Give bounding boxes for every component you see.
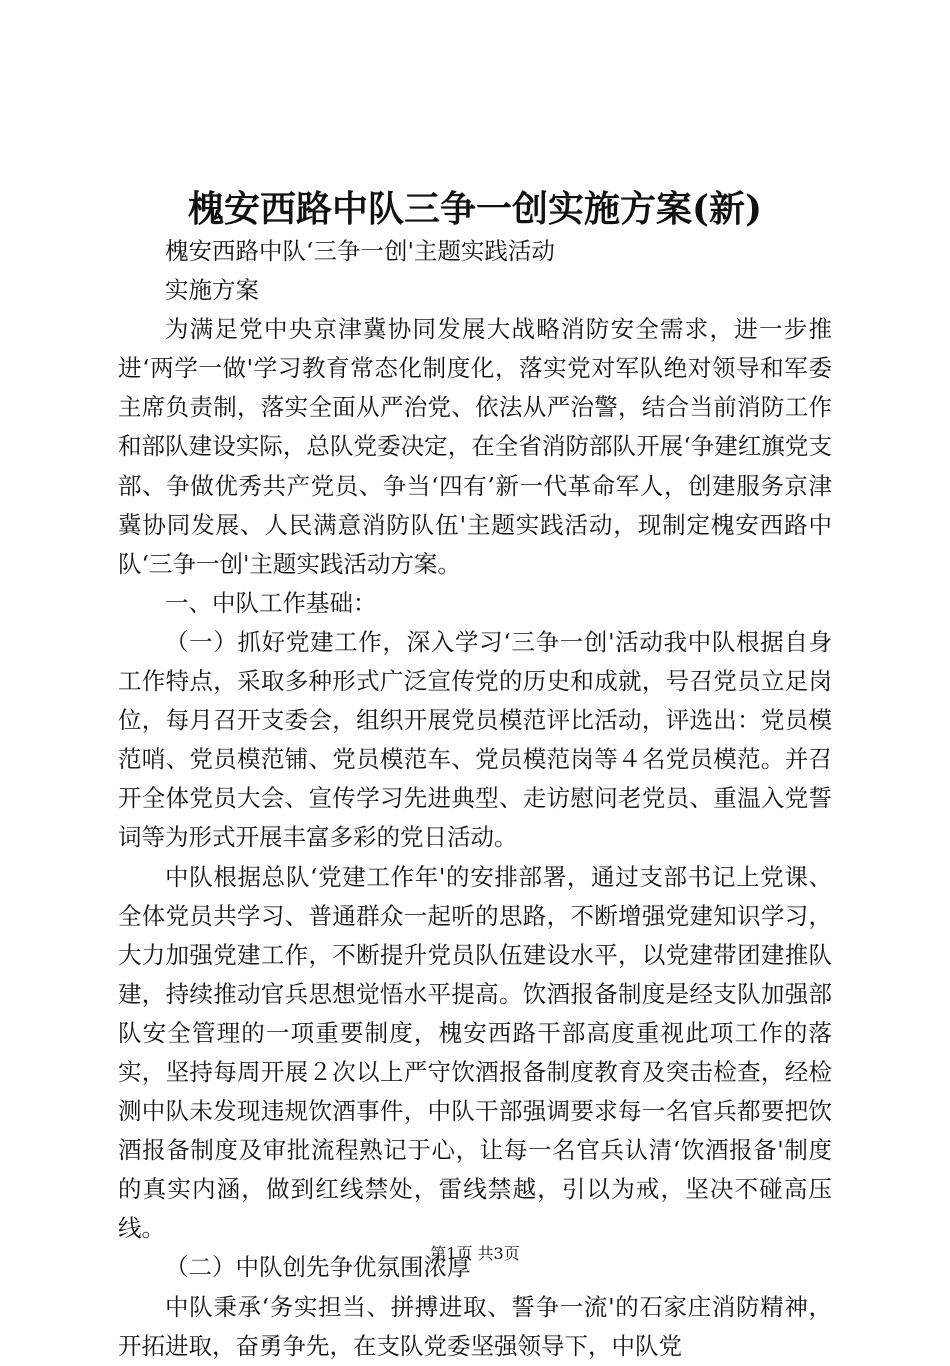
- paragraph-deployment: 中队根据总队‘党建工作年'的安排部署，通过支部书记上党课、全体党员共学习、普通群众一起听的思路，不断增强党建知识学习，大力加强党建工作，不断提升党员队伍建设水平，以党建带团建推队建，持续推动官兵思想觉悟水平提高。饮酒报备制度是经支队加强部队安全管理的一项重要制度，槐安西路干部高度重视此项工作的落实，坚持每周开展２次以上严守饮酒报备制度教育及突击检查，经检测中队未发现违规饮酒事件，中队干部强调要求每一名官兵都要把饮酒报备制度及审批流程熟记于心，让每一名官兵认清‘饮酒报备'制度的真实内涵，做到红线禁处，雷线禁越，引以为戒，坚决不碰高压线。: [118, 862, 832, 1243]
- document-title: 槐安西路中队三争一创实施方案(新): [187, 188, 763, 230]
- page-number: 第1页 共3页: [430, 1244, 520, 1263]
- paragraph-subtitle-2: 实施方案: [165, 276, 259, 305]
- subsection-heading: （二）中队创先争优氛围浓厚: [165, 1253, 471, 1282]
- section-heading: 一、中队工作基础：: [165, 588, 377, 617]
- paragraph-subtitle: 槐安西路中队‘三争一创'主题实践活动: [165, 237, 555, 265]
- paragraph-spirit: 中队秉承‘务实担当、拼搏进取、誓争一流'的石家庄消防精神，开拓进取，奋勇争先，在支队党委坚强领导下，中队党: [118, 1292, 832, 1360]
- document-body: [118, 232, 832, 1366]
- paragraph-party-building: （一）抓好党建工作，深入学习‘三争一创'活动我中队根据自身工作特点，采取多种形式广泛宣传党的历史和成就，号召党员立足岗位，每月召开支委会，组织开展党员模范评比活动，评选出：党员模范哨、党员模范铺、党员模范车、党员模范岗等４名党员模范。并召开全体党员大会、宣传学习先进典型、走访慰问老党员、重温入党誓词等为形式开展丰富多彩的党日活动。: [118, 627, 832, 852]
- paragraph-intro: 为满足党中央京津冀协同发展大战略消防安全需求，进一步推进‘两学一做'学习教育常态化制度化，落实党对军队绝对领导和军委主席负责制，落实全面从严治党、依法从严治警，结合当前消防工作和部队建设实际，总队党委决定，在全省消防部队开展‘争建红旗党支部、争做优秀共产党员、争当‘四有’新一代革命军人，创建服务京津冀协同发展、人民满意消防队伍'主题实践活动，现制定槐安西路中队‘三争一创'主题实践活动方案。: [118, 315, 832, 578]
